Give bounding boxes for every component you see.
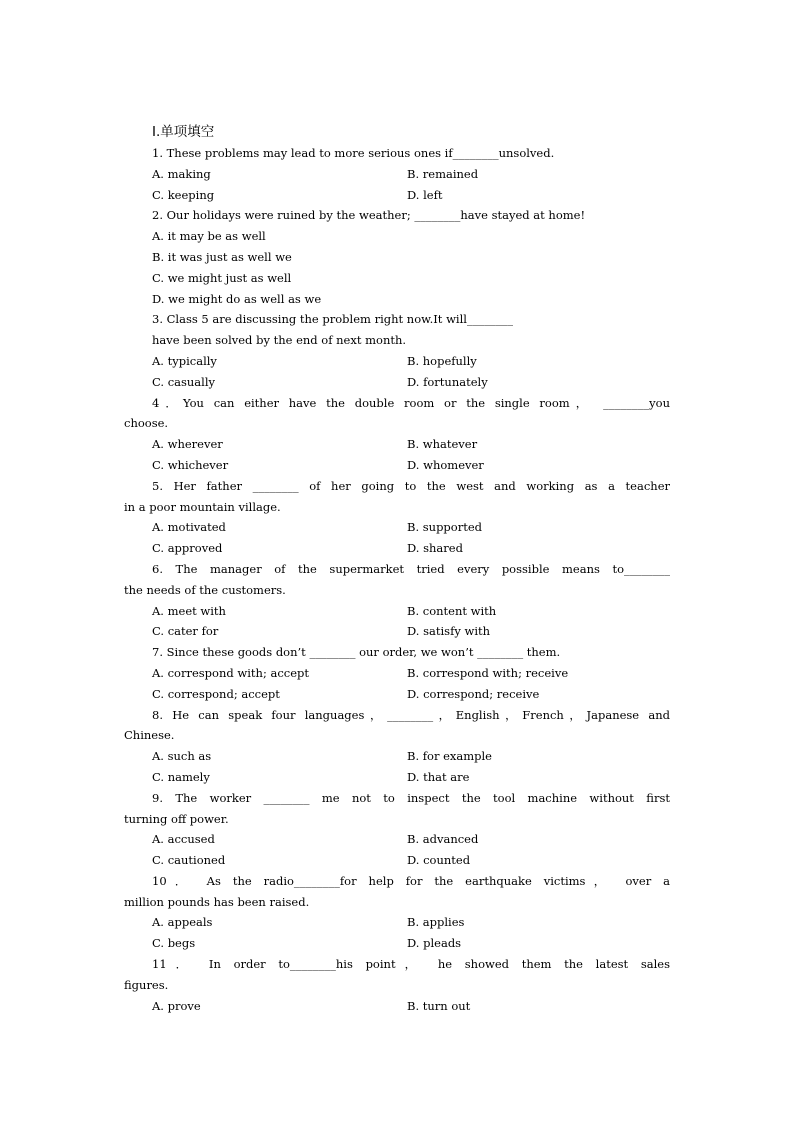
question-7 [124, 642, 670, 704]
question-stem: 10． As the radio________for help for the earthquake victims， over a [152, 873, 670, 888]
option-c: C. whichever [152, 457, 229, 472]
option-b: B. applies [407, 915, 465, 930]
option-b: B. supported [407, 520, 483, 535]
option-a: A. wherever [152, 437, 223, 452]
option-d: D. shared [407, 541, 463, 556]
question-10 [124, 871, 670, 954]
question-11 [124, 954, 670, 1016]
option-d: D. we might do as well as we [152, 291, 322, 306]
question-stem: 11． In order to________his point， he showed them the latest sales [152, 957, 670, 972]
section-title: Ⅰ.单项填空 [152, 124, 215, 140]
option-c: C. begs [152, 936, 196, 951]
question-stem: 5. Her father ________ of her going to the west and working as a teacher [152, 478, 670, 493]
option-b: B. content with [407, 603, 497, 618]
option-d: D. counted [407, 853, 471, 868]
question-stem-continued: turning off power. [124, 811, 229, 826]
question-stem: 9. The worker ________ me not to inspect the tool machine without first [152, 790, 670, 805]
question-4 [124, 393, 670, 476]
question-stem-continued: choose. [124, 416, 169, 431]
option-b: B. hopefully [407, 353, 477, 368]
option-c: C. cautioned [152, 853, 226, 868]
question-stem: 6. The manager of the supermarket tried every possible means to________ [152, 561, 670, 576]
question-5 [124, 476, 670, 559]
option-a: A. correspond with; accept [152, 665, 309, 680]
question-stem: 8. He can speak four languages，________，English，French，Japanese and [152, 707, 670, 722]
question-9 [124, 788, 670, 871]
option-c: C. namely [152, 769, 210, 784]
question-2 [124, 205, 670, 309]
option-a: A. such as [152, 749, 212, 764]
question-8 [124, 705, 670, 788]
option-b: B. advanced [407, 832, 479, 847]
question-stem-continued: in a poor mountain village. [124, 499, 281, 514]
option-d: D. correspond; receive [407, 686, 540, 701]
option-a: A. appeals [152, 915, 213, 930]
option-b: B. for example [407, 749, 492, 764]
worksheet-page [124, 122, 670, 1016]
option-d: D. that are [407, 769, 470, 784]
question-stem-continued: the needs of the customers. [124, 582, 286, 597]
question-6 [124, 559, 670, 642]
question-3 [124, 309, 670, 392]
option-d: D. fortunately [407, 374, 488, 389]
question-stem-continued: Chinese. [124, 728, 175, 743]
question-stem: 1. These problems may lead to more serious ones if________unsolved. [152, 146, 555, 160]
option-c: C. cater for [152, 624, 219, 639]
option-b: B. it was just as well we [152, 249, 292, 264]
question-1 [124, 143, 670, 205]
option-b: B. correspond with; receive [407, 665, 569, 680]
option-b: B. whatever [407, 437, 478, 452]
question-stem-continued: figures. [124, 977, 169, 992]
question-stem: 2. Our holidays were ruined by the weather; ________have stayed at home! [152, 208, 586, 223]
option-c: C. casually [152, 374, 216, 389]
option-a: A. it may be as well [152, 229, 266, 244]
option-a: A. prove [152, 998, 201, 1013]
option-c: C. correspond; accept [152, 686, 280, 701]
option-d: D. pleads [407, 936, 462, 951]
question-stem: 4．You can either have the double room or the single room， ________you [152, 395, 670, 410]
option-a: A. accused [152, 832, 215, 847]
option-c: C. keeping [152, 187, 215, 202]
option-a: A. meet with [152, 603, 226, 618]
option-a: A. making [152, 166, 211, 181]
option-d: D. satisfy with [407, 624, 491, 639]
option-b: B. turn out [407, 998, 471, 1013]
option-c: C. we might just as well [152, 270, 292, 285]
option-a: A. typically [152, 353, 217, 368]
option-d: D. left [407, 187, 443, 202]
option-a: A. motivated [152, 520, 226, 535]
option-c: C. approved [152, 541, 223, 556]
question-stem: 3. Class 5 are discussing the problem right now.It will________ [152, 312, 513, 327]
option-b: B. remained [407, 166, 479, 181]
question-stem: 7. Since these goods don’t ________ our order, we won’t ________ them. [152, 645, 561, 660]
option-d: D. whomever [407, 457, 484, 472]
question-stem-continued: have been solved by the end of next month. [152, 333, 407, 348]
question-stem-continued: million pounds has been raised. [124, 894, 310, 909]
